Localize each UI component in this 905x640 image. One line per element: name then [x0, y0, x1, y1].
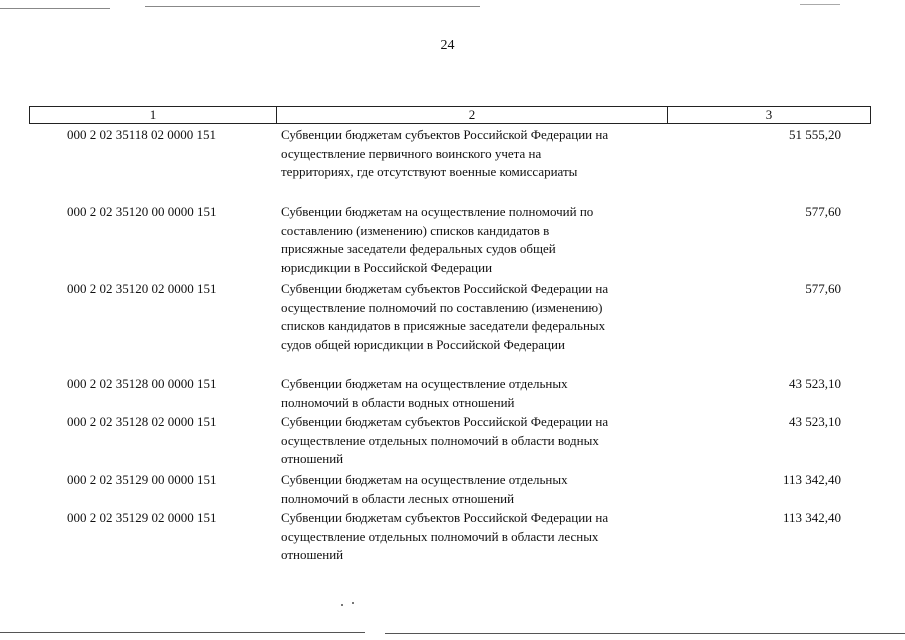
row-description	[281, 126, 673, 182]
description-line: осуществление отдельных полномочий в области лесных	[281, 528, 599, 544]
scan-speck	[341, 604, 343, 606]
description-line: отношений	[281, 451, 344, 467]
scan-artifact-line	[385, 633, 905, 634]
row-amount: 51 555,20	[789, 127, 841, 142]
description-line: отношений	[281, 547, 344, 563]
description-line: территориях, где отсутствуют военные комиссариаты	[281, 164, 578, 180]
budget-code: 000 2 02 35129 00 0000 151	[67, 472, 217, 487]
budget-code: 000 2 02 35128 02 0000 151	[67, 414, 217, 429]
row-amount: 43 523,10	[789, 376, 841, 391]
scan-artifact-line	[145, 6, 480, 7]
description-line: присяжные заседатели федеральных судов общей	[281, 241, 556, 257]
budget-code: 000 2 02 35120 02 0000 151	[67, 281, 217, 296]
row-description	[281, 375, 673, 412]
row-amount: 113 342,40	[782, 472, 841, 487]
scan-artifact-line	[0, 632, 365, 633]
row-amount: 113 342,40	[782, 510, 841, 525]
row-description	[281, 280, 673, 354]
description-line: судов общей юрисдикции в Российской Федерации	[281, 336, 565, 352]
column-header-2: 2	[277, 107, 668, 123]
row-amount: 43 523,10	[789, 414, 841, 429]
row-description	[281, 471, 673, 508]
budget-code: 000 2 02 35120 00 0000 151	[67, 204, 217, 219]
description-line: полномочий в области водных отношений	[281, 394, 515, 410]
row-description	[281, 413, 673, 469]
description-line: Субвенции бюджетам на осуществление отдельных	[281, 376, 568, 391]
row-amount: 577,60	[805, 204, 841, 219]
description-line: Субвенции бюджетам на осуществление отдельных	[281, 472, 568, 487]
table-header-row	[29, 106, 871, 124]
row-description	[281, 203, 673, 277]
row-amount: 577,60	[805, 281, 841, 296]
description-line: Субвенции бюджетам на осуществление полномочий по	[281, 204, 594, 219]
column-header-3: 3	[765, 107, 773, 122]
budget-code: 000 2 02 35118 02 0000 151	[67, 127, 217, 142]
scan-artifact-line	[0, 8, 110, 9]
description-line: осуществление полномочий по составлению (изменению)	[281, 299, 603, 315]
budget-code: 000 2 02 35129 02 0000 151	[67, 510, 217, 525]
scan-artifact-line	[800, 4, 840, 5]
row-description	[281, 509, 673, 565]
description-line: осуществление первичного воинского учета на	[281, 145, 542, 161]
page-number: 24	[440, 38, 455, 53]
column-header-1: 1	[30, 107, 277, 123]
description-line: юрисдикции в Российской Федерации	[281, 259, 493, 275]
description-line: полномочий в области лесных отношений	[281, 490, 515, 506]
description-line: Субвенции бюджетам субъектов Российской Федерации на	[281, 281, 609, 296]
description-line: составлению (изменению) списков кандидатов в	[281, 222, 550, 238]
scan-speck	[352, 602, 354, 604]
description-line: списков кандидатов в присяжные заседатели федеральных	[281, 318, 606, 334]
budget-code: 000 2 02 35128 00 0000 151	[67, 376, 217, 391]
description-line: Субвенции бюджетам субъектов Российской Федерации на	[281, 510, 609, 525]
description-line: Субвенции бюджетам субъектов Российской Федерации на	[281, 414, 609, 429]
description-line: Субвенции бюджетам субъектов Российской Федерации на	[281, 127, 609, 142]
description-line: осуществление отдельных полномочий в области водных	[281, 432, 599, 448]
